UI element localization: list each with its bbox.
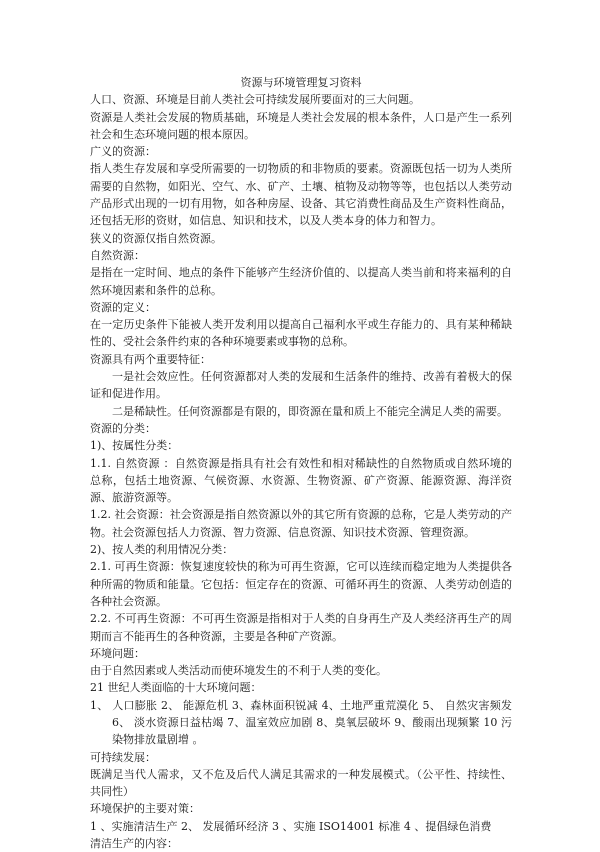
paragraph: 二是稀缺性。任何资源都是有限的，即资源在量和质上不能完全满足人类的需要。 xyxy=(112,404,508,418)
paragraph: 1.2. 社会资源：社会资源是指自然资源以外的其它所有资源的总称，它是人类劳动的产物。社会资源包括人力资源、智力资源、信息资源、知识技术资源、管理资源。 xyxy=(90,508,512,539)
paragraph: 人口、资源、环境是目前人类社会可持续发展所要面对的三大问题。 xyxy=(90,93,420,107)
section-heading: 环境保护的主要对策： xyxy=(90,802,200,816)
section-heading: 广义的资源： xyxy=(90,145,156,159)
paragraph: 1.1. 自然资源 ：自然资源是指具有社会有效性和相对稀缺性的自然物质或自然环境的总称，包括土地资源、气候资源、水资源、生物资源、矿产资源、能源资源、海洋资源、旅游资源等。 xyxy=(90,456,512,505)
section-heading: 资源的分类： xyxy=(90,421,156,435)
numbered-list: 1 、实施清洁生产 2、 发展循环经济 3 、实施 ISO14001 标准 4 、提倡绿色消费 xyxy=(90,819,492,833)
paragraph: 在一定历史条件下能被人类开发利用以提高自己福利水平或生存能力的、具有某种稀缺性的、受社会条件约束的各种环境要素或事物的总称。 xyxy=(90,318,512,349)
section-heading: 环境问题： xyxy=(90,646,145,660)
paragraph: 既满足当代人需求，又不危及后代人满足其需求的一种发展模式。（公平性、持续性、共同性） xyxy=(90,767,512,799)
subsection-heading: 1)、按属性分类： xyxy=(90,439,179,453)
paragraph: 2.1. 可再生资源：恢复速度较快的称为可再生资源，它可以连续而稳定地为人类提供各种所需的物质和能量。它包括：恒定存在的资源、可循环再生的资源、人类劳动创造的各种社会资源。 xyxy=(90,560,512,608)
document-title: 资源与环境管理复习资料 xyxy=(240,76,362,89)
paragraph: 指人类生存发展和享受所需要的一切物质的和非物质的要素。资源既包括一切为人类所需要的自然物，如阳光、空气、水、矿产、土壤、植物及动物等等，也包括以人类劳动产品形式出现的一切有用物，如各种房屋、设备、其它消费性商品及生产资料性商品，还包括无形的资财，如信息、知识和技术，以及人类本身的体力和智力。 xyxy=(90,162,512,228)
section-heading: 资源的定义： xyxy=(90,300,156,314)
subsection-heading: 2)、按人类的利用情况分类： xyxy=(90,543,234,557)
paragraph: 资源是人类社会发展的物质基础，环境是人类社会发展的根本条件，人口是产生一系列社会和生态环境问题的根本原因。 xyxy=(90,110,512,141)
paragraph: 一是社会效应性。任何资源都对人类的发展和生活条件的维持、改善有着极大的保证和促进作用。 xyxy=(90,370,512,401)
section-heading: 21 世纪人类面临的十大环境问题： xyxy=(90,681,262,695)
section-heading: 资源具有两个重要特征： xyxy=(90,352,211,366)
section-heading: 可持续发展： xyxy=(90,750,156,764)
paragraph: 2.2. 不可再生资源：不可再生资源是指相对于人类的自身再生产及人类经济再生产的周期而言不能再生的各种资源，主要是各种矿产资源。 xyxy=(90,612,512,643)
paragraph: 由于自然因素或人类活动而使环境发生的不利于人类的变化。 xyxy=(90,664,387,678)
numbered-list: 1、 人口膨胀 2、 能源危机 3、森林面积锐减 4、土地严重荒漠化 5、 自然灾害频发 6、 淡水资源日益枯竭 7、温室效应加剧 8、臭氧层破坏 9、酸雨出现频繁 10 污染物排放量剧增 。 xyxy=(90,698,512,747)
paragraph: 狭义的资源仅指自然资源。 xyxy=(90,231,222,245)
paragraph: 是指在一定时间、地点的条件下能够产生经济价值的、以提高人类当前和将来福利的自然环境因素和条件的总称。 xyxy=(90,266,512,297)
document-page xyxy=(90,74,512,852)
section-heading: 自然资源： xyxy=(90,248,145,262)
section-heading: 清洁生产的内容： xyxy=(90,837,178,851)
